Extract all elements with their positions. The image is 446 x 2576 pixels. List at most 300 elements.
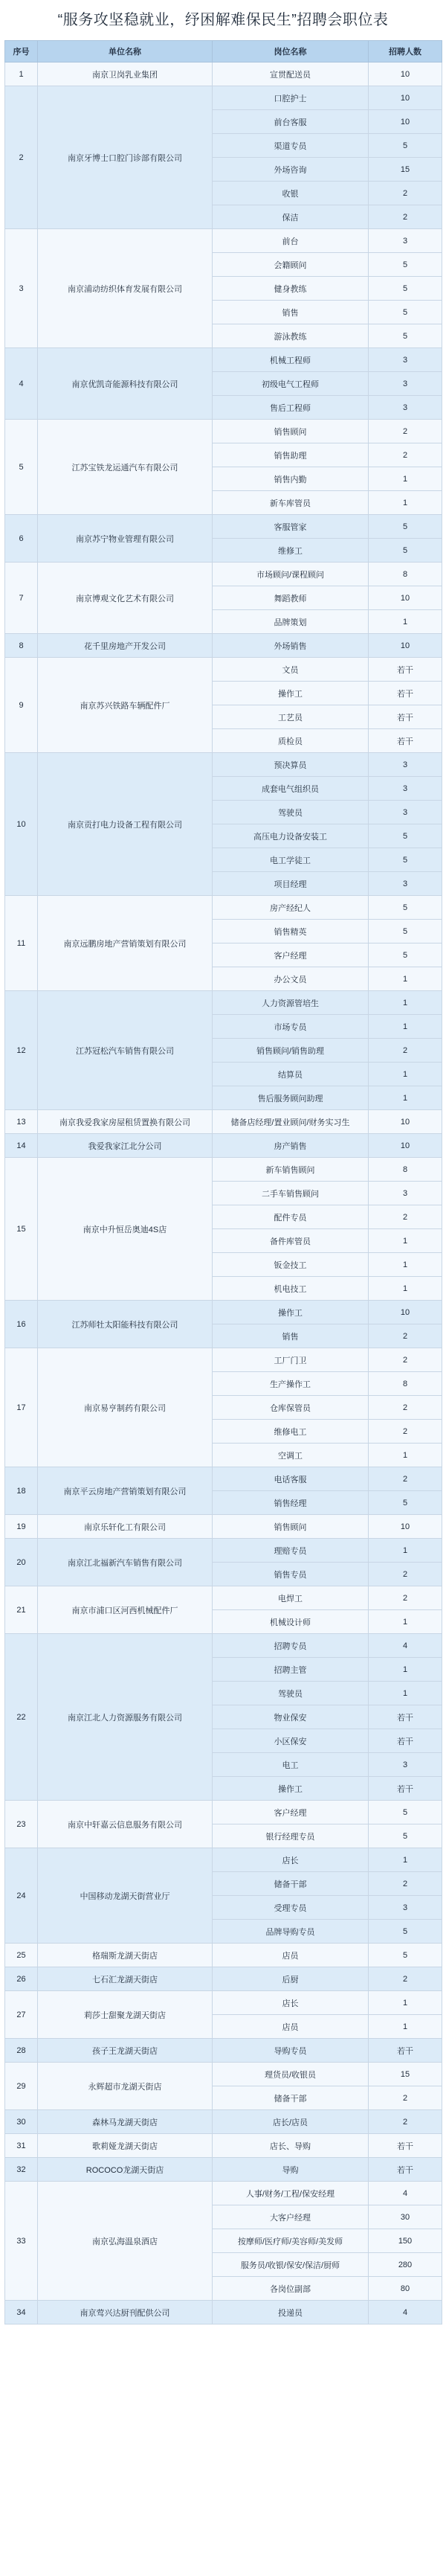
job-title: 预决算员: [213, 753, 369, 777]
job-title: 空调工: [213, 1444, 369, 1467]
table-row: [5, 658, 442, 682]
row-number: 8: [5, 634, 38, 658]
company-name: 南京博观文化艺术有限公司: [38, 563, 213, 634]
job-title: 销售顾问: [213, 1515, 369, 1539]
row-number: 25: [5, 1944, 38, 1967]
row-number: 1: [5, 63, 38, 86]
table-body: [5, 63, 442, 2325]
hire-count: 1: [369, 1063, 442, 1086]
row-number: 12: [5, 991, 38, 1110]
hire-count: 30: [369, 2205, 442, 2229]
hire-count: 10: [369, 1134, 442, 1158]
job-title: 导购专员: [213, 2039, 369, 2063]
hire-count: 5: [369, 824, 442, 848]
table-row: [5, 1944, 442, 1967]
hire-count: 10: [369, 63, 442, 86]
company-name: 南京市浦口区河西机械配件厂: [38, 1586, 213, 1634]
hire-count: 150: [369, 2229, 442, 2253]
table-row: [5, 1515, 442, 1539]
hire-count: 10: [369, 586, 442, 610]
company-name: 南京苏宁物业管理有限公司: [38, 515, 213, 563]
job-title: 二手车销售顾问: [213, 1182, 369, 1205]
job-title: 物业保安: [213, 1705, 369, 1729]
job-title: 钣金技工: [213, 1253, 369, 1277]
table-row: [5, 1967, 442, 1991]
hire-count: 若干: [369, 1705, 442, 1729]
hire-count: 15: [369, 2063, 442, 2086]
hire-count: 5: [369, 920, 442, 943]
job-title: 销售: [213, 1324, 369, 1348]
hire-count: 2: [369, 1967, 442, 1991]
hire-count: 2: [369, 1420, 442, 1444]
job-title: 宣贯配送员: [213, 63, 369, 86]
hire-count: 3: [369, 372, 442, 396]
company-name: 格瑞斯龙湖天街店: [38, 1944, 213, 1967]
job-title: 新车销售顾问: [213, 1158, 369, 1182]
hire-count: 2: [369, 2110, 442, 2134]
company-name: 南京远鹏房地产营销策划有限公司: [38, 896, 213, 991]
job-title: 店员: [213, 1944, 369, 1967]
job-title: 外场咨询: [213, 158, 369, 182]
job-title: 项目经理: [213, 872, 369, 896]
job-title: 结算员: [213, 1063, 369, 1086]
hire-count: 1: [369, 1444, 442, 1467]
job-title: 受理专员: [213, 1896, 369, 1920]
hire-count: 5: [369, 539, 442, 563]
table-row: [5, 2063, 442, 2086]
hire-count: 1: [369, 467, 442, 491]
hire-count: 2: [369, 1039, 442, 1063]
job-title: 导购: [213, 2158, 369, 2182]
table-row: [5, 2039, 442, 2063]
row-number: 29: [5, 2063, 38, 2110]
company-name: 南京易亨制药有限公司: [38, 1348, 213, 1467]
row-number: 4: [5, 348, 38, 420]
table-row: [5, 1158, 442, 1182]
job-title: 理赔专员: [213, 1539, 369, 1563]
hire-count: 4: [369, 2301, 442, 2325]
job-title: 文员: [213, 658, 369, 682]
job-title: 备件库管员: [213, 1229, 369, 1253]
job-title: 按摩师/医疗师/美容师/美发师: [213, 2229, 369, 2253]
hire-count: 若干: [369, 705, 442, 729]
hire-count: 1: [369, 991, 442, 1015]
table-row: [5, 634, 442, 658]
hire-count: 若干: [369, 658, 442, 682]
table-row: [5, 1467, 442, 1491]
header-count: 招聘人数: [369, 41, 442, 63]
hire-count: 若干: [369, 2039, 442, 2063]
job-title: 售后工程师: [213, 396, 369, 420]
row-number: 14: [5, 1134, 38, 1158]
table-row: [5, 1539, 442, 1563]
hire-count: 10: [369, 634, 442, 658]
job-title: 客户经理: [213, 1801, 369, 1824]
job-title: 机械设计师: [213, 1610, 369, 1634]
hire-count: 1: [369, 1848, 442, 1872]
job-title: 电焊工: [213, 1586, 369, 1610]
hire-count: 1: [369, 1658, 442, 1682]
job-title: 房产销售: [213, 1134, 369, 1158]
hire-count: 4: [369, 2182, 442, 2205]
hire-count: 5: [369, 943, 442, 967]
job-title: 驾驶员: [213, 801, 369, 824]
hire-count: 10: [369, 86, 442, 110]
job-title: 操作工: [213, 1777, 369, 1801]
row-number: 26: [5, 1967, 38, 1991]
table-row: [5, 1801, 442, 1824]
hire-count: 1: [369, 1277, 442, 1301]
table-row: [5, 348, 442, 372]
hire-count: 5: [369, 1944, 442, 1967]
job-title: 销售经理: [213, 1491, 369, 1515]
company-name: 南京莺兴达厨刊配供公司: [38, 2301, 213, 2325]
job-title: 机电技工: [213, 1277, 369, 1301]
table-row: [5, 2301, 442, 2325]
hire-count: 1: [369, 1539, 442, 1563]
row-number: 10: [5, 753, 38, 896]
row-number: 13: [5, 1110, 38, 1134]
company-name: 森林马龙湖天街店: [38, 2110, 213, 2134]
hire-count: 3: [369, 801, 442, 824]
hire-count: 若干: [369, 729, 442, 753]
hire-count: 5: [369, 253, 442, 277]
company-name: 歌莉娅龙湖天街店: [38, 2134, 213, 2158]
hire-count: 4: [369, 1634, 442, 1658]
job-title: 店长: [213, 1848, 369, 1872]
row-number: 11: [5, 896, 38, 991]
job-title: 客服管家: [213, 515, 369, 539]
job-title: 工艺员: [213, 705, 369, 729]
table-row: [5, 515, 442, 539]
hire-count: 2: [369, 2086, 442, 2110]
row-number: 2: [5, 86, 38, 229]
job-title: 品牌导购专员: [213, 1920, 369, 1944]
row-number: 18: [5, 1467, 38, 1515]
table-row: [5, 1348, 442, 1372]
job-title: 储备干部: [213, 2086, 369, 2110]
row-number: 24: [5, 1848, 38, 1944]
job-title: 售后服务顾问助理: [213, 1086, 369, 1110]
job-title: 驾驶员: [213, 1682, 369, 1705]
company-name: 七石汇龙湖天街店: [38, 1967, 213, 1991]
hire-count: 5: [369, 277, 442, 301]
table-row: [5, 420, 442, 443]
hire-count: 5: [369, 515, 442, 539]
job-title: 游泳教练: [213, 324, 369, 348]
job-title: 生产操作工: [213, 1372, 369, 1396]
header-company: 单位名称: [38, 41, 213, 63]
company-name: 南京浦动纺织体育发展有限公司: [38, 229, 213, 348]
hire-count: 1: [369, 967, 442, 991]
job-title: 高压电力设备安装工: [213, 824, 369, 848]
company-name: 南京苏兴铁路车辆配件厂: [38, 658, 213, 753]
table-row: [5, 2158, 442, 2182]
hire-count: 1: [369, 1991, 442, 2015]
hire-count: 3: [369, 229, 442, 253]
company-name: 南京我爱我家房屋租赁置换有限公司: [38, 1110, 213, 1134]
job-title: 电工学徒工: [213, 848, 369, 872]
row-number: 32: [5, 2158, 38, 2182]
hire-count: 10: [369, 1515, 442, 1539]
hire-count: 1: [369, 1610, 442, 1634]
table-row: [5, 1301, 442, 1324]
table-row: [5, 991, 442, 1015]
hire-count: 2: [369, 1205, 442, 1229]
hire-count: 8: [369, 1372, 442, 1396]
hire-count: 5: [369, 324, 442, 348]
job-title: 工厂门卫: [213, 1348, 369, 1372]
hire-count: 1: [369, 1682, 442, 1705]
job-title: 销售助理: [213, 443, 369, 467]
hire-count: 3: [369, 872, 442, 896]
job-title: 人力资源管培生: [213, 991, 369, 1015]
hire-count: 1: [369, 1253, 442, 1277]
company-name: 南京乐轩化工有限公司: [38, 1515, 213, 1539]
row-number: 30: [5, 2110, 38, 2134]
job-title: 舞蹈教师: [213, 586, 369, 610]
job-title: 会籍顾问: [213, 253, 369, 277]
hire-count: 2: [369, 1324, 442, 1348]
hire-count: 若干: [369, 2134, 442, 2158]
hire-count: 1: [369, 1229, 442, 1253]
row-number: 33: [5, 2182, 38, 2301]
job-title: 新车库管员: [213, 491, 369, 515]
job-title: 销售精英: [213, 920, 369, 943]
table-row: [5, 1634, 442, 1658]
job-title: 保洁: [213, 205, 369, 229]
company-name: 南京平云房地产营销策划有限公司: [38, 1467, 213, 1515]
job-title: 销售顾问/销售助理: [213, 1039, 369, 1063]
table-row: [5, 2182, 442, 2205]
job-title: 销售顾问: [213, 420, 369, 443]
hire-count: 5: [369, 301, 442, 324]
hire-count: 1: [369, 1086, 442, 1110]
row-number: 9: [5, 658, 38, 753]
table-row: [5, 753, 442, 777]
hire-count: 2: [369, 443, 442, 467]
company-name: 永辉超市龙湖天街店: [38, 2063, 213, 2110]
job-title: 前台: [213, 229, 369, 253]
page-title: “服务攻坚稳就业，纾困解难保民生”招聘会职位表: [57, 12, 389, 28]
hire-count: 10: [369, 110, 442, 134]
row-number: 6: [5, 515, 38, 563]
job-title: 质检员: [213, 729, 369, 753]
hire-count: 1: [369, 2015, 442, 2039]
company-name: 江苏冠松汽车销售有限公司: [38, 991, 213, 1110]
job-title: 电工: [213, 1753, 369, 1777]
table-row: [5, 86, 442, 110]
row-number: 23: [5, 1801, 38, 1848]
table-row: [5, 63, 442, 86]
hire-count: 5: [369, 848, 442, 872]
company-name: 中国移动龙湖天街营业厅: [38, 1848, 213, 1944]
row-number: 22: [5, 1634, 38, 1801]
job-title: 维修工: [213, 539, 369, 563]
hire-count: 1: [369, 491, 442, 515]
hire-count: 80: [369, 2277, 442, 2301]
hire-count: 5: [369, 1491, 442, 1515]
header-no: 序号: [5, 41, 38, 63]
hire-count: 5: [369, 134, 442, 158]
header-job: 岗位名称: [213, 41, 369, 63]
job-title: 市场专员: [213, 1015, 369, 1039]
job-title: 大客户经理: [213, 2205, 369, 2229]
hire-count: 2: [369, 182, 442, 205]
hire-count: 2: [369, 1467, 442, 1491]
hire-count: 10: [369, 1301, 442, 1324]
row-number: 27: [5, 1991, 38, 2039]
job-title: 渠道专员: [213, 134, 369, 158]
company-name: 南京江北福新汽车销售有限公司: [38, 1539, 213, 1586]
hire-count: 2: [369, 1563, 442, 1586]
row-number: 21: [5, 1586, 38, 1634]
hire-count: 若干: [369, 1729, 442, 1753]
table-row: [5, 1848, 442, 1872]
job-title: 招聘专员: [213, 1634, 369, 1658]
table-row: [5, 1991, 442, 2015]
job-title: 服务员/收银/保安/保洁/厨师: [213, 2253, 369, 2277]
company-name: 南京弘海温泉酒店: [38, 2182, 213, 2301]
hire-count: 3: [369, 1753, 442, 1777]
job-table: [4, 40, 442, 2325]
table-row: [5, 1110, 442, 1134]
job-title: 健身教练: [213, 277, 369, 301]
hire-count: 5: [369, 896, 442, 920]
company-name: 江苏宝铁龙运通汽车有限公司: [38, 420, 213, 515]
hire-count: 10: [369, 1110, 442, 1134]
job-title: 初级电气工程师: [213, 372, 369, 396]
hire-count: 3: [369, 777, 442, 801]
job-title: 房产经纪人: [213, 896, 369, 920]
company-name: 南京贡打电力设备工程有限公司: [38, 753, 213, 896]
row-number: 17: [5, 1348, 38, 1467]
job-title: 储备干部: [213, 1872, 369, 1896]
job-title: 人事/财务/工程/保安经理: [213, 2182, 369, 2205]
row-number: 5: [5, 420, 38, 515]
job-title: 销售: [213, 301, 369, 324]
row-number: 16: [5, 1301, 38, 1348]
hire-count: 5: [369, 1824, 442, 1848]
job-title: 投递员: [213, 2301, 369, 2325]
hire-count: 8: [369, 563, 442, 586]
job-title: 品牌策划: [213, 610, 369, 634]
table-row: [5, 1134, 442, 1158]
job-title: 办公文员: [213, 967, 369, 991]
table-row: [5, 229, 442, 253]
table-row: [5, 563, 442, 586]
job-title: 招聘主管: [213, 1658, 369, 1682]
company-name: 江苏师牡太阳能科技有限公司: [38, 1301, 213, 1348]
job-title: 成套电气组织员: [213, 777, 369, 801]
company-name: ROCOCO龙湖天街店: [38, 2158, 213, 2182]
row-number: 31: [5, 2134, 38, 2158]
job-title: 后厨: [213, 1967, 369, 1991]
job-title: 操作工: [213, 1301, 369, 1324]
job-title: 配件专员: [213, 1205, 369, 1229]
job-title: 储备店经理/置业顾问/财务实习生: [213, 1110, 369, 1134]
job-title: 店员: [213, 2015, 369, 2039]
job-title: 客户经理: [213, 943, 369, 967]
table-row: [5, 2134, 442, 2158]
row-number: 34: [5, 2301, 38, 2325]
job-title: 店长/店员: [213, 2110, 369, 2134]
hire-count: 1: [369, 1015, 442, 1039]
job-title: 口腔护士: [213, 86, 369, 110]
row-number: 19: [5, 1515, 38, 1539]
hire-count: 3: [369, 348, 442, 372]
job-title: 店长: [213, 1991, 369, 2015]
row-number: 15: [5, 1158, 38, 1301]
job-title: 店长、导购: [213, 2134, 369, 2158]
job-title: 收银: [213, 182, 369, 205]
company-name: 南京江北人力资源服务有限公司: [38, 1634, 213, 1801]
job-title: 操作工: [213, 682, 369, 705]
company-name: 花千里房地产开发公司: [38, 634, 213, 658]
hire-count: 2: [369, 1872, 442, 1896]
job-title: 电话客服: [213, 1467, 369, 1491]
hire-count: 若干: [369, 2158, 442, 2182]
company-name: 南京牙博士口腔门诊部有限公司: [38, 86, 213, 229]
hire-count: 5: [369, 1801, 442, 1824]
job-title: 销售专员: [213, 1563, 369, 1586]
job-title: 银行经理专员: [213, 1824, 369, 1848]
job-title: 小区保安: [213, 1729, 369, 1753]
hire-count: 若干: [369, 1777, 442, 1801]
hire-count: 1: [369, 610, 442, 634]
company-name: 孩子王龙湖天街店: [38, 2039, 213, 2063]
table-row: [5, 896, 442, 920]
hire-count: 3: [369, 1182, 442, 1205]
job-title: 各岗位副部: [213, 2277, 369, 2301]
job-title: 理货员/收银员: [213, 2063, 369, 2086]
company-name: 南京中轩嘉云信息服务有限公司: [38, 1801, 213, 1848]
hire-count: 15: [369, 158, 442, 182]
company-name: 我爱我家江北分公司: [38, 1134, 213, 1158]
company-name: 南京中升恒岳奥迪4S店: [38, 1158, 213, 1301]
company-name: 南京优凯奇能源科技有限公司: [38, 348, 213, 420]
row-number: 20: [5, 1539, 38, 1586]
job-title: 市场顾问/课程顾问: [213, 563, 369, 586]
table-header-row: [5, 41, 442, 63]
job-title: 维修电工: [213, 1420, 369, 1444]
hire-count: 2: [369, 1348, 442, 1372]
row-number: 7: [5, 563, 38, 634]
hire-count: 2: [369, 1586, 442, 1610]
hire-count: 3: [369, 1896, 442, 1920]
company-name: 莉莎士甜聚龙湖天街店: [38, 1991, 213, 2039]
table-row: [5, 1586, 442, 1610]
row-number: 3: [5, 229, 38, 348]
hire-count: 2: [369, 420, 442, 443]
hire-count: 3: [369, 753, 442, 777]
hire-count: 2: [369, 205, 442, 229]
hire-count: 8: [369, 1158, 442, 1182]
hire-count: 3: [369, 396, 442, 420]
hire-count: 5: [369, 1920, 442, 1944]
table-row: [5, 2110, 442, 2134]
row-number: 28: [5, 2039, 38, 2063]
job-title: 仓库保管员: [213, 1396, 369, 1420]
hire-count: 若干: [369, 682, 442, 705]
job-title: 销售内勤: [213, 467, 369, 491]
hire-count: 2: [369, 1396, 442, 1420]
job-title: 前台客服: [213, 110, 369, 134]
job-title: 外场销售: [213, 634, 369, 658]
company-name: 南京卫岗乳业集团: [38, 63, 213, 86]
hire-count: 280: [369, 2253, 442, 2277]
job-title: 机械工程师: [213, 348, 369, 372]
